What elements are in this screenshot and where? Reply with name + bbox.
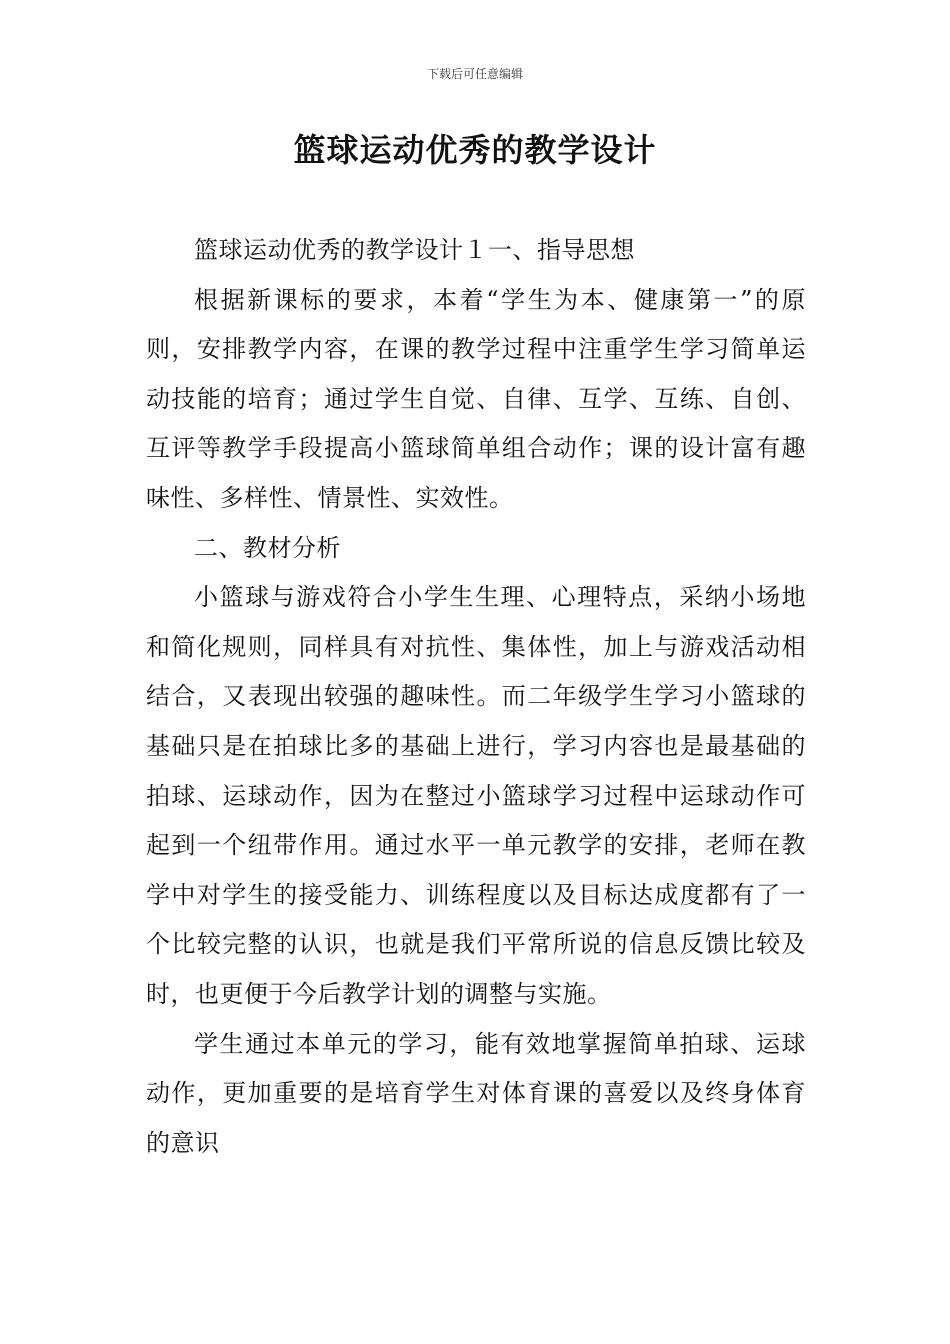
paragraph-material-analysis: 小篮球与游戏符合小学生生理、心理特点，采纳小场地和简化规则，同样具有对抗性、集体性，加上与游戏活动相结合，又表现出较强的趣味性。而二年级学生学习小篮球的基础只是在拍球比多的基础上进行，学习内容也是最基础的拍球、运球动作，因为在整过小篮球学习过程中运球动作可起到一个纽带作用。通过水平一单元教学的安排，老师在教学中对学生的接受能力、训练程度以及目标达成度都有了一个比较完整的认识，也就是我们平常所说的信息反馈比较及时，也更便于今后教学计划的调整与实施。 [146,583,806,1008]
document-body [146,226,806,1168]
header-note: 下载后可任意编辑 [426,67,523,81]
page-title: 篮球运动优秀的教学设计 [293,131,657,169]
paragraph-intro: 篮球运动优秀的教学设计１一、指导思想 [194,236,635,264]
section-heading-material-analysis: 二、教材分析 [194,533,341,562]
paragraph-guiding-thought: 根据新课标的要求，本着“学生为本、健康第一”的原则，安排教学内容，在课的教学过程中注重学生学习简单运动技能的培育；通过学生自觉、自律、互学、互练、自创、互评等教学手段提高小篮球简单组合动作；课的设计富有趣味性、多样性、情景性、实效性。 [146,285,806,512]
paragraph-learning-goals: 学生通过本单元的学习，能有效地掌握简单拍球、运球动作，更加重要的是培育学生对体育课的喜爱以及终身体育的意识 [146,1029,806,1157]
